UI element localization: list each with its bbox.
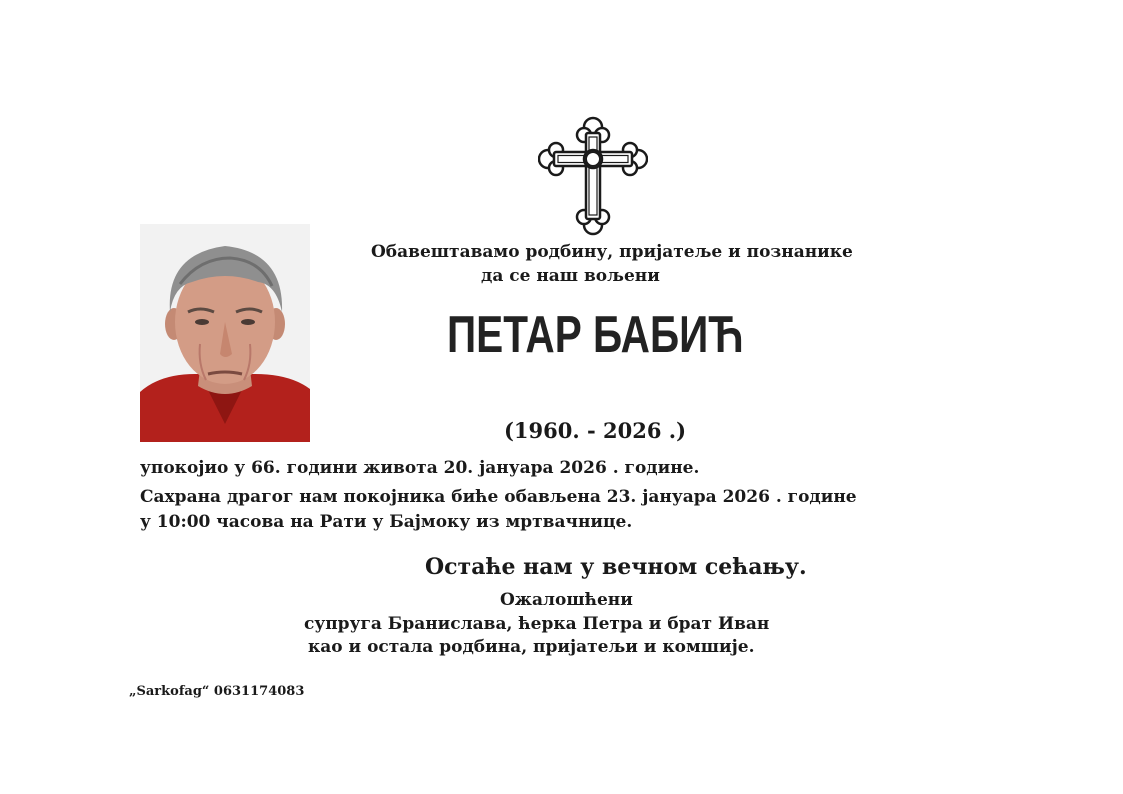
mourners-line-1: супруга Бранислава, ћерка Петра и брат Иван [304,614,770,634]
mourners-line-2: као и остала родбина, пријатељи и комшије. [308,637,755,657]
cross-icon [538,115,648,237]
life-years: (1960. - 2026 .) [504,418,687,443]
death-date-line: упокојио у 66. години живота 20. јануара 2026 . године. [140,458,700,478]
funeral-agency-contact: „Sarkofag“ 0631174083 [129,684,305,699]
intro-line-1: Обавештавамо родбину, пријатеље и познанике [371,242,853,262]
funeral-line-2: у 10:00 часова на Рати у Бајмоку из мртвачнице. [140,512,633,532]
deceased-photo [140,224,310,442]
funeral-line-1: Сахрана драгог нам покојника биће обављена 23. јануара 2026 . године [140,487,857,507]
portrait-image [140,224,310,442]
deceased-name: ПЕТАР БАБИЋ [447,306,744,364]
memory-line: Остаће нам у вечном сећању. [425,554,807,580]
mourners-title: Ожалошћени [500,590,633,610]
intro-line-2: да се наш вољени [481,266,660,286]
